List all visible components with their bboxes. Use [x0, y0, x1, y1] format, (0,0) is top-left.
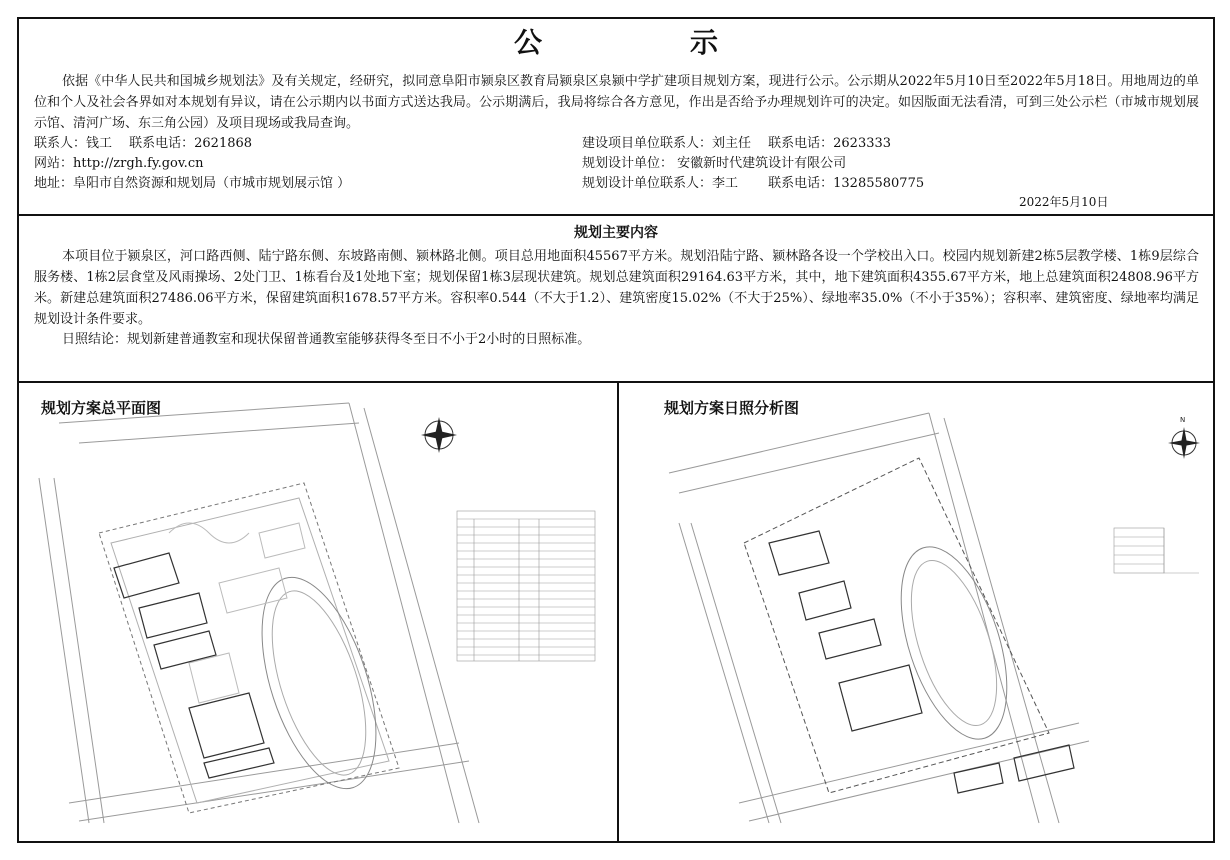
planning-title: 规划主要内容 [574, 225, 658, 241]
notice-title: 公 示 [513, 26, 778, 59]
sunlight-title: 规划方案日照分析图 [664, 399, 800, 417]
planning-content: 本项目位于颍泉区，河口路西侧、陆宁路东侧、东坡路南侧、颍林路北侧。项目总用地面积45567平方米。规划沿陆宁路、颍林路各设一个学校出入口。校园内规划新建2栋5层教学楼、1栋9层综合服务楼、1栋2层食堂及风雨操场、2处门卫、1栋看台及1处地下室；规划保留1栋3层现状建筑。规划总建筑面积29164.63平方米，其中，地下建筑面积4355.67平方米，地上总建筑面积24808.96平方米。新建总建筑面积27486.06平方米，保留建筑面积1678.57平方米。容积率0.544（不大于1.2）、建筑密度15.02%（不大于25%）、绿地率35.0%（不小于35%）；容积率、建筑密度、绿地率均满足规划设计条件要求。 [34, 249, 1199, 327]
notice-date: 2022年5月10日 [1019, 195, 1109, 209]
north-label: N [1180, 416, 1186, 424]
site-plan-panel [19, 383, 619, 843]
north-arrow-icon [421, 417, 457, 453]
website-link[interactable]: 网站：http://zrgh.fy.gov.cn [34, 156, 204, 171]
design-unit: 规划设计单位： 安徽新时代建筑设计有限公司 [582, 156, 847, 171]
planning-section [19, 216, 1213, 383]
legend-thumbnail [1114, 528, 1199, 573]
builder-contact: 建设项目单位联系人：刘主任 联系电话：2623333 [582, 136, 892, 151]
notice-board [17, 17, 1215, 843]
address: 地址：阜阳市自然资源和规划局（市城市规划展示馆 ） [34, 176, 351, 191]
design-contact: 规划设计单位联系人：李工 联系电话：13285580775 [582, 176, 925, 191]
north-arrow-icon [1168, 416, 1200, 459]
data-table-thumbnail [457, 511, 595, 661]
site-plan-drawing [19, 383, 617, 841]
sunlight-drawing [619, 383, 1213, 841]
notice-section [19, 19, 1213, 216]
site-plan-title: 规划方案总平面图 [41, 399, 162, 417]
sunlight-panel [619, 383, 1215, 843]
notice-intro: 依据《中华人民共和国城乡规划法》及有关规定，经研究，拟同意阜阳市颍泉区教育局颍泉区泉颍中学扩建项目规划方案，现进行公示。公示期从2022年5月10日至2022年5月18日。用地周边的单位和个人及社会各界如对本规划有异议，请在公示期内以书面方式送达我局。公示期满后，我局将综合各方意见，作出是否给予办理规划许可的决定。如因版面无法看清，可到三处公示栏（市城市规划展示馆、清河广场、东三角公园）及项目现场或我局查询。 [34, 74, 1199, 131]
contact-person: 联系人：钱工 联系电话：2621868 [34, 136, 253, 151]
sunlight-conclusion: 日照结论：规划新建普通教室和现状保留普通教室能够获得冬至日不小于2小时的日照标准。 [62, 332, 591, 347]
